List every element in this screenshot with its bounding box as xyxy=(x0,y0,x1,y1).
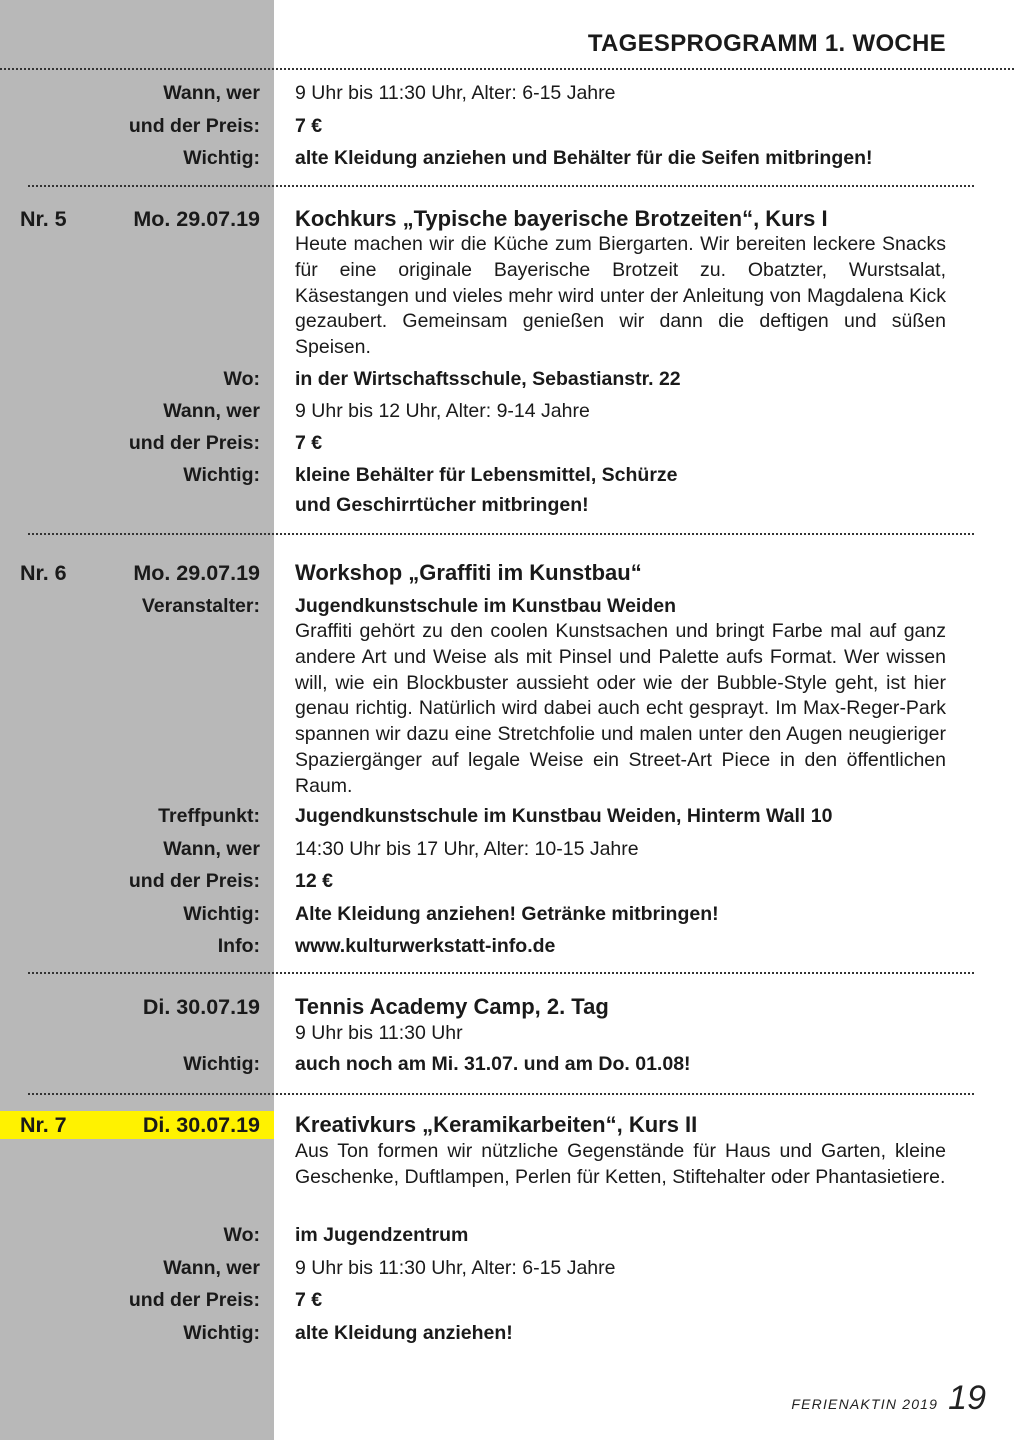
event-5-wo-value: in der Wirtschaftsschule, Sebastianstr. 22 xyxy=(295,368,681,390)
event-number-7: Nr. 7 xyxy=(20,1113,67,1137)
event-6-wichtig-label: Wichtig: xyxy=(183,903,260,925)
page-footer xyxy=(791,1378,986,1418)
event-7-wo-label: Wo: xyxy=(223,1224,260,1246)
event-7-wichtig-value: alte Kleidung anziehen! xyxy=(295,1322,513,1344)
section-separator xyxy=(28,185,974,187)
event-5-wo-label: Wo: xyxy=(223,368,260,390)
block0-preis-value: 7 € xyxy=(295,115,323,137)
event-5-wann-value: 9 Uhr bis 12 Uhr, Alter: 9-14 Jahre xyxy=(295,400,590,422)
event-5-wichtig-value-1: kleine Behälter für Lebensmittel, Schürze xyxy=(295,464,678,486)
event-7-description: Aus Ton formen wir nützliche Gegenstände für Haus und Garten, kleine Geschenke, Duftlampen, Perlen für Ketten, Stiftehalter oder Phantasietiere. xyxy=(295,1140,946,1188)
header-separator xyxy=(0,68,1014,70)
event-5-wichtig-label: Wichtig: xyxy=(183,464,260,486)
block0-wann-label: Wann, wer xyxy=(163,82,260,104)
page-title: TAGESPROGRAMM 1. WOCHE xyxy=(587,30,946,57)
block0-wichtig-label: Wichtig: xyxy=(183,147,260,169)
event-7-date: Di. 30.07.19 xyxy=(142,1113,260,1137)
block0-wichtig-value: alte Kleidung anziehen und Behälter für die Seifen mitbringen! xyxy=(295,147,873,169)
event-tennis-time: 9 Uhr bis 11:30 Uhr xyxy=(295,1022,463,1044)
event-7-wo-value: im Jugendzentrum xyxy=(295,1224,469,1246)
event-7-preis-value: 7 € xyxy=(295,1289,323,1311)
event-5-description: Heute machen wir die Küche zum Biergarten. Wir bereiten leckere Snacks für eine originale Bayerische Brotzeit zu. Obatzter, Wurstsalat, Käsestangen und vieles mehr wird unter der Anleitung von Magdalena Kick gezaubert. Gemeinsam genießen wir dann die deftigen und süßen Speisen. xyxy=(295,233,946,359)
event-5-wann-label: Wann, wer xyxy=(163,400,260,422)
event-6-info-link[interactable]: www.kulturwerkstatt-info.de xyxy=(295,935,556,957)
section-separator xyxy=(28,533,974,535)
footer-publication: FERIENAKTIN 2019 xyxy=(791,1396,939,1412)
event-5-title: Kochkurs „Typische bayerische Brotzeiten“, Kurs I xyxy=(295,206,828,231)
event-6-info-label: Info: xyxy=(217,935,260,957)
event-tennis-title: Tennis Academy Camp, 2. Tag xyxy=(295,994,609,1019)
block0-preis-label: und der Preis: xyxy=(128,115,260,137)
event-6-date: Mo. 29.07.19 xyxy=(133,561,260,585)
event-6-preis-value: 12 € xyxy=(295,870,333,892)
event-6-wann-label: Wann, wer xyxy=(163,838,260,860)
event-6-treffpunkt-value: Jugendkunstschule im Kunstbau Weiden, Hinterm Wall 10 xyxy=(295,805,833,827)
event-5-preis-value: 7 € xyxy=(295,432,323,454)
event-7-preis-label: und der Preis: xyxy=(128,1289,260,1311)
event-6-wann-value: 14:30 Uhr bis 17 Uhr, Alter: 10-15 Jahre xyxy=(295,838,639,860)
event-6-title: Workshop „Graffiti im Kunstbau“ xyxy=(295,560,642,585)
event-7-wichtig-label: Wichtig: xyxy=(183,1322,260,1344)
event-tennis-wichtig-value: auch noch am Mi. 31.07. und am Do. 01.08! xyxy=(295,1053,691,1075)
event-number-6: Nr. 6 xyxy=(20,561,67,585)
block0-wann-value: 9 Uhr bis 11:30 Uhr, Alter: 6-15 Jahre xyxy=(295,82,616,104)
event-7-title: Kreativkurs „Keramikarbeiten“, Kurs II xyxy=(295,1112,698,1137)
event-6-preis-label: und der Preis: xyxy=(128,870,260,892)
page-number: 19 xyxy=(948,1379,986,1417)
section-separator xyxy=(28,1093,974,1095)
event-5-preis-label: und der Preis: xyxy=(128,432,260,454)
event-6-veranstalter-value: Jugendkunstschule im Kunstbau Weiden xyxy=(295,595,677,617)
event-tennis-date: Di. 30.07.19 xyxy=(142,995,260,1019)
event-7-wann-value: 9 Uhr bis 11:30 Uhr, Alter: 6-15 Jahre xyxy=(295,1257,616,1279)
event-6-description: Graffiti gehört zu den coolen Kunstsachen und bringt Farbe mal auf ganz andere Art und Weise als mit Pinsel und Palette aufs Format. Wer wissen will, wie ein Blockbuster aussieht oder wie der Bubble-Style geht, ist hier genau richtig. Natürlich wird dabei auch echt gesprayt. Im Max-Reger-Park spannen wir dazu eine Stretchfolie und malen unter den Augen neugieriger Spaziergänger auf legale Weise ein Street-Art Piece in den öffentlichen Raum. xyxy=(295,620,946,797)
event-tennis-wichtig-label: Wichtig: xyxy=(183,1053,260,1075)
event-number-5: Nr. 5 xyxy=(20,207,67,231)
event-6-treffpunkt-label: Treffpunkt: xyxy=(158,805,260,827)
event-7-wann-label: Wann, wer xyxy=(163,1257,260,1279)
event-5-wichtig-value-2: und Geschirrtücher mitbringen! xyxy=(295,494,589,516)
section-separator xyxy=(28,972,974,974)
event-6-veranstalter-label: Veranstalter: xyxy=(141,595,260,617)
event-5-date: Mo. 29.07.19 xyxy=(133,207,260,231)
event-6-wichtig-value: Alte Kleidung anziehen! Getränke mitbringen! xyxy=(295,903,719,925)
